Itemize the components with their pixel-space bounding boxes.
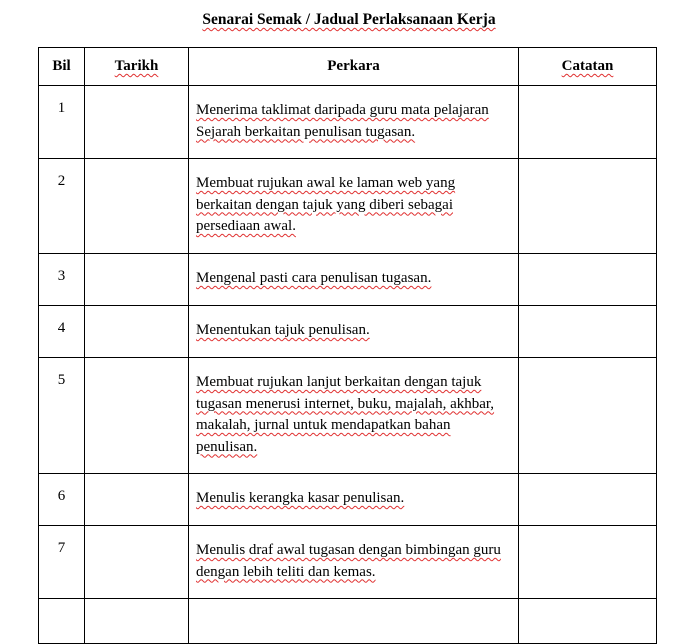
bil-cell: 1: [39, 86, 85, 159]
tarikh-cell: [85, 86, 189, 159]
table-header-row: [39, 48, 657, 86]
document-title: Senarai Semak / Jadual Perlaksanaan Kerja: [202, 11, 496, 28]
table-row: [39, 254, 657, 306]
table-row: [39, 358, 657, 474]
perkara-cell: [189, 599, 519, 644]
bil-cell: 7: [39, 526, 85, 599]
perkara-cell: Membuat rujukan awal ke laman web yang berkaitan dengan tajuk yang diberi sebagai persediaan awal.: [189, 159, 519, 254]
catatan-cell: [519, 86, 657, 159]
bil-cell: [39, 599, 85, 644]
perkara-cell: Menentukan tajuk penulisan.: [189, 306, 519, 358]
catatan-cell: [519, 474, 657, 526]
catatan-cell: [519, 159, 657, 254]
table-row: [39, 159, 657, 254]
header-catatan: Catatan: [519, 48, 657, 86]
table-row: [39, 474, 657, 526]
table-row: [39, 599, 657, 644]
tarikh-cell: [85, 254, 189, 306]
bil-cell: 6: [39, 474, 85, 526]
perkara-cell: Menerima taklimat daripada guru mata pelajaran Sejarah berkaitan penulisan tugasan.: [189, 86, 519, 159]
tarikh-cell: [85, 474, 189, 526]
tarikh-cell: [85, 358, 189, 474]
bil-cell: 2: [39, 159, 85, 254]
bil-cell: 3: [39, 254, 85, 306]
header-perkara: Perkara: [189, 48, 519, 86]
tarikh-cell: [85, 159, 189, 254]
table-row: [39, 306, 657, 358]
catatan-cell: [519, 526, 657, 599]
bil-cell: 5: [39, 358, 85, 474]
checklist-table: [38, 47, 657, 644]
catatan-cell: [519, 306, 657, 358]
tarikh-cell: [85, 526, 189, 599]
table-row: [39, 526, 657, 599]
perkara-cell: Menulis kerangka kasar penulisan.: [189, 474, 519, 526]
catatan-cell: [519, 254, 657, 306]
bil-cell: 4: [39, 306, 85, 358]
tarikh-cell: [85, 599, 189, 644]
perkara-cell: Mengenal pasti cara penulisan tugasan.: [189, 254, 519, 306]
catatan-cell: [519, 599, 657, 644]
perkara-cell: Menulis draf awal tugasan dengan bimbingan guru dengan lebih teliti dan kemas.: [189, 526, 519, 599]
table-row: [39, 86, 657, 159]
catatan-cell: [519, 358, 657, 474]
tarikh-cell: [85, 306, 189, 358]
header-bil: Bil: [39, 48, 85, 86]
perkara-cell: Membuat rujukan lanjut berkaitan dengan tajuk tugasan menerusi internet, buku, majalah, akhbar, makalah, jurnal untuk mendapatkan bahan penulisan.: [189, 358, 519, 474]
header-tarikh: Tarikh: [85, 48, 189, 86]
